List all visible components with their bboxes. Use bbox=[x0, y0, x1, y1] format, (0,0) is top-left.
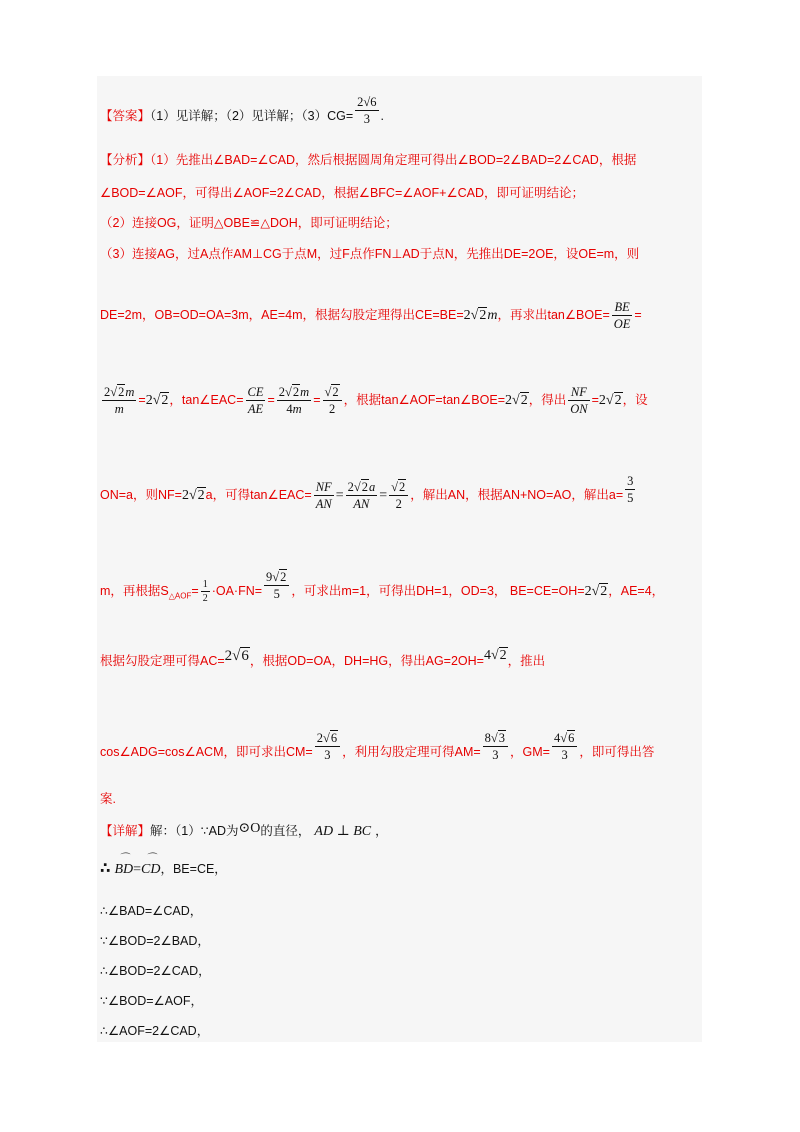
detail-step-1: ∴∠BAD=∠CAD， bbox=[100, 904, 203, 918]
analysis-line-11: 案. bbox=[100, 792, 116, 806]
analysis-line-5: DE=2m，OB=OD=OA=3m，AE=4m，根据勾股定理得出CE=BE=2√2m，再求出tan∠BOE= $\frac{BE}{OE}$ = bbox=[100, 300, 642, 331]
analysis-line-10: cos∠ADG=cos∠ACM，即可求出CM= $\frac{2√6}{3}$ ，利用勾股定理可得AM= $\frac{8√3}{3}$ ，GM= $\frac{4√6}{3}$ ，即可得出答 bbox=[100, 731, 655, 762]
analysis-line-7: ON=a，则NF=2√2a，可得tan∠EAC= $\frac{NF}{AN}$ = $\frac{2√2a}{AN}$ = $\frac{√2}{2}$ ，解出AN，根据AN+NO=AO，解出a= $\frac{3}{5}$ bbox=[100, 474, 634, 511]
answer-line: 【答案】（1）见详解；（2）见详解；（3）CG= $\frac{2√6}{3}$ . bbox=[100, 95, 385, 126]
two-sqrt2-m: 2√2m bbox=[463, 307, 498, 323]
analysis-line-3: （2）连接OG，证明△OBE≌△DOH，即可证明结论； bbox=[100, 216, 398, 230]
analysis-line-9: 根据勾股定理可得AC=2√6，根据OD=OA，DH=HG，得出AG=2OH=4√2，推出 bbox=[100, 648, 546, 668]
analysis-line-8: m，再根据$S_{\triangle AOF}=$ $\frac{1}{2}$ ·OA·FN= $\frac{9√2}{5}$ ，可求出m=1，可得出DH=1，OD=3， BE=CE=OH=2√2，AE=4， bbox=[100, 570, 665, 604]
analysis-line-4: （3）连接AG，过A点作AM⊥CG于点M，过F点作FN⊥AD于点N，先推出DE=2OE，设OE=m，则 bbox=[100, 247, 640, 261]
detail-step-2: ∵∠BOD=2∠BAD， bbox=[100, 934, 210, 948]
analysis-line-1: 【分析】（1）先推出∠BAD=∠CAD，然后根据圆周角定理可得出∠BOD=2∠BAD=2∠CAD，根据 bbox=[100, 153, 637, 167]
detail-step-4: ∵∠BOD=∠AOF， bbox=[100, 994, 203, 1008]
detail-step-5: ∴∠AOF=2∠CAD， bbox=[100, 1024, 210, 1038]
analysis-line-2: ∠BOD=∠AOF，可得出∠AOF=2∠CAD，根据∠BFC=∠AOF+∠CAD，即可证明结论； bbox=[100, 186, 585, 200]
answer-text: （1）见详解；（2）见详解；（3）CG= bbox=[150, 108, 354, 123]
detail-line-2: ∴ ⌒ BD= ⌒ CD，BE=CE， bbox=[100, 853, 227, 877]
cg-fraction: $\frac{2√6}{3}$ bbox=[357, 95, 377, 126]
answer-tag: 【答案】 bbox=[100, 108, 151, 123]
analysis-line-6: $\frac{2√2m}{m}$ =2√2，tan∠EAC= $\frac{CE}{AE}$ = $\frac{2√2m}{4m}$ = $\frac{√2}{2}$ ，根据tan∠AOF=tan∠BOE=2√2，得出 $\frac{NF}{ON}$ =2√2，设 bbox=[104, 385, 648, 416]
analysis-tag: 【分析】 bbox=[100, 153, 151, 167]
detail-line-1: 【详解】解：（1）∵AD为⊙O的直径， AD ⊥ BC ， bbox=[100, 821, 388, 839]
detail-tag: 【详解】 bbox=[100, 824, 151, 838]
detail-step-3: ∴∠BOD=2∠CAD， bbox=[100, 964, 211, 978]
be-over-oe: $\frac{BE}{OE}$ bbox=[613, 300, 631, 331]
